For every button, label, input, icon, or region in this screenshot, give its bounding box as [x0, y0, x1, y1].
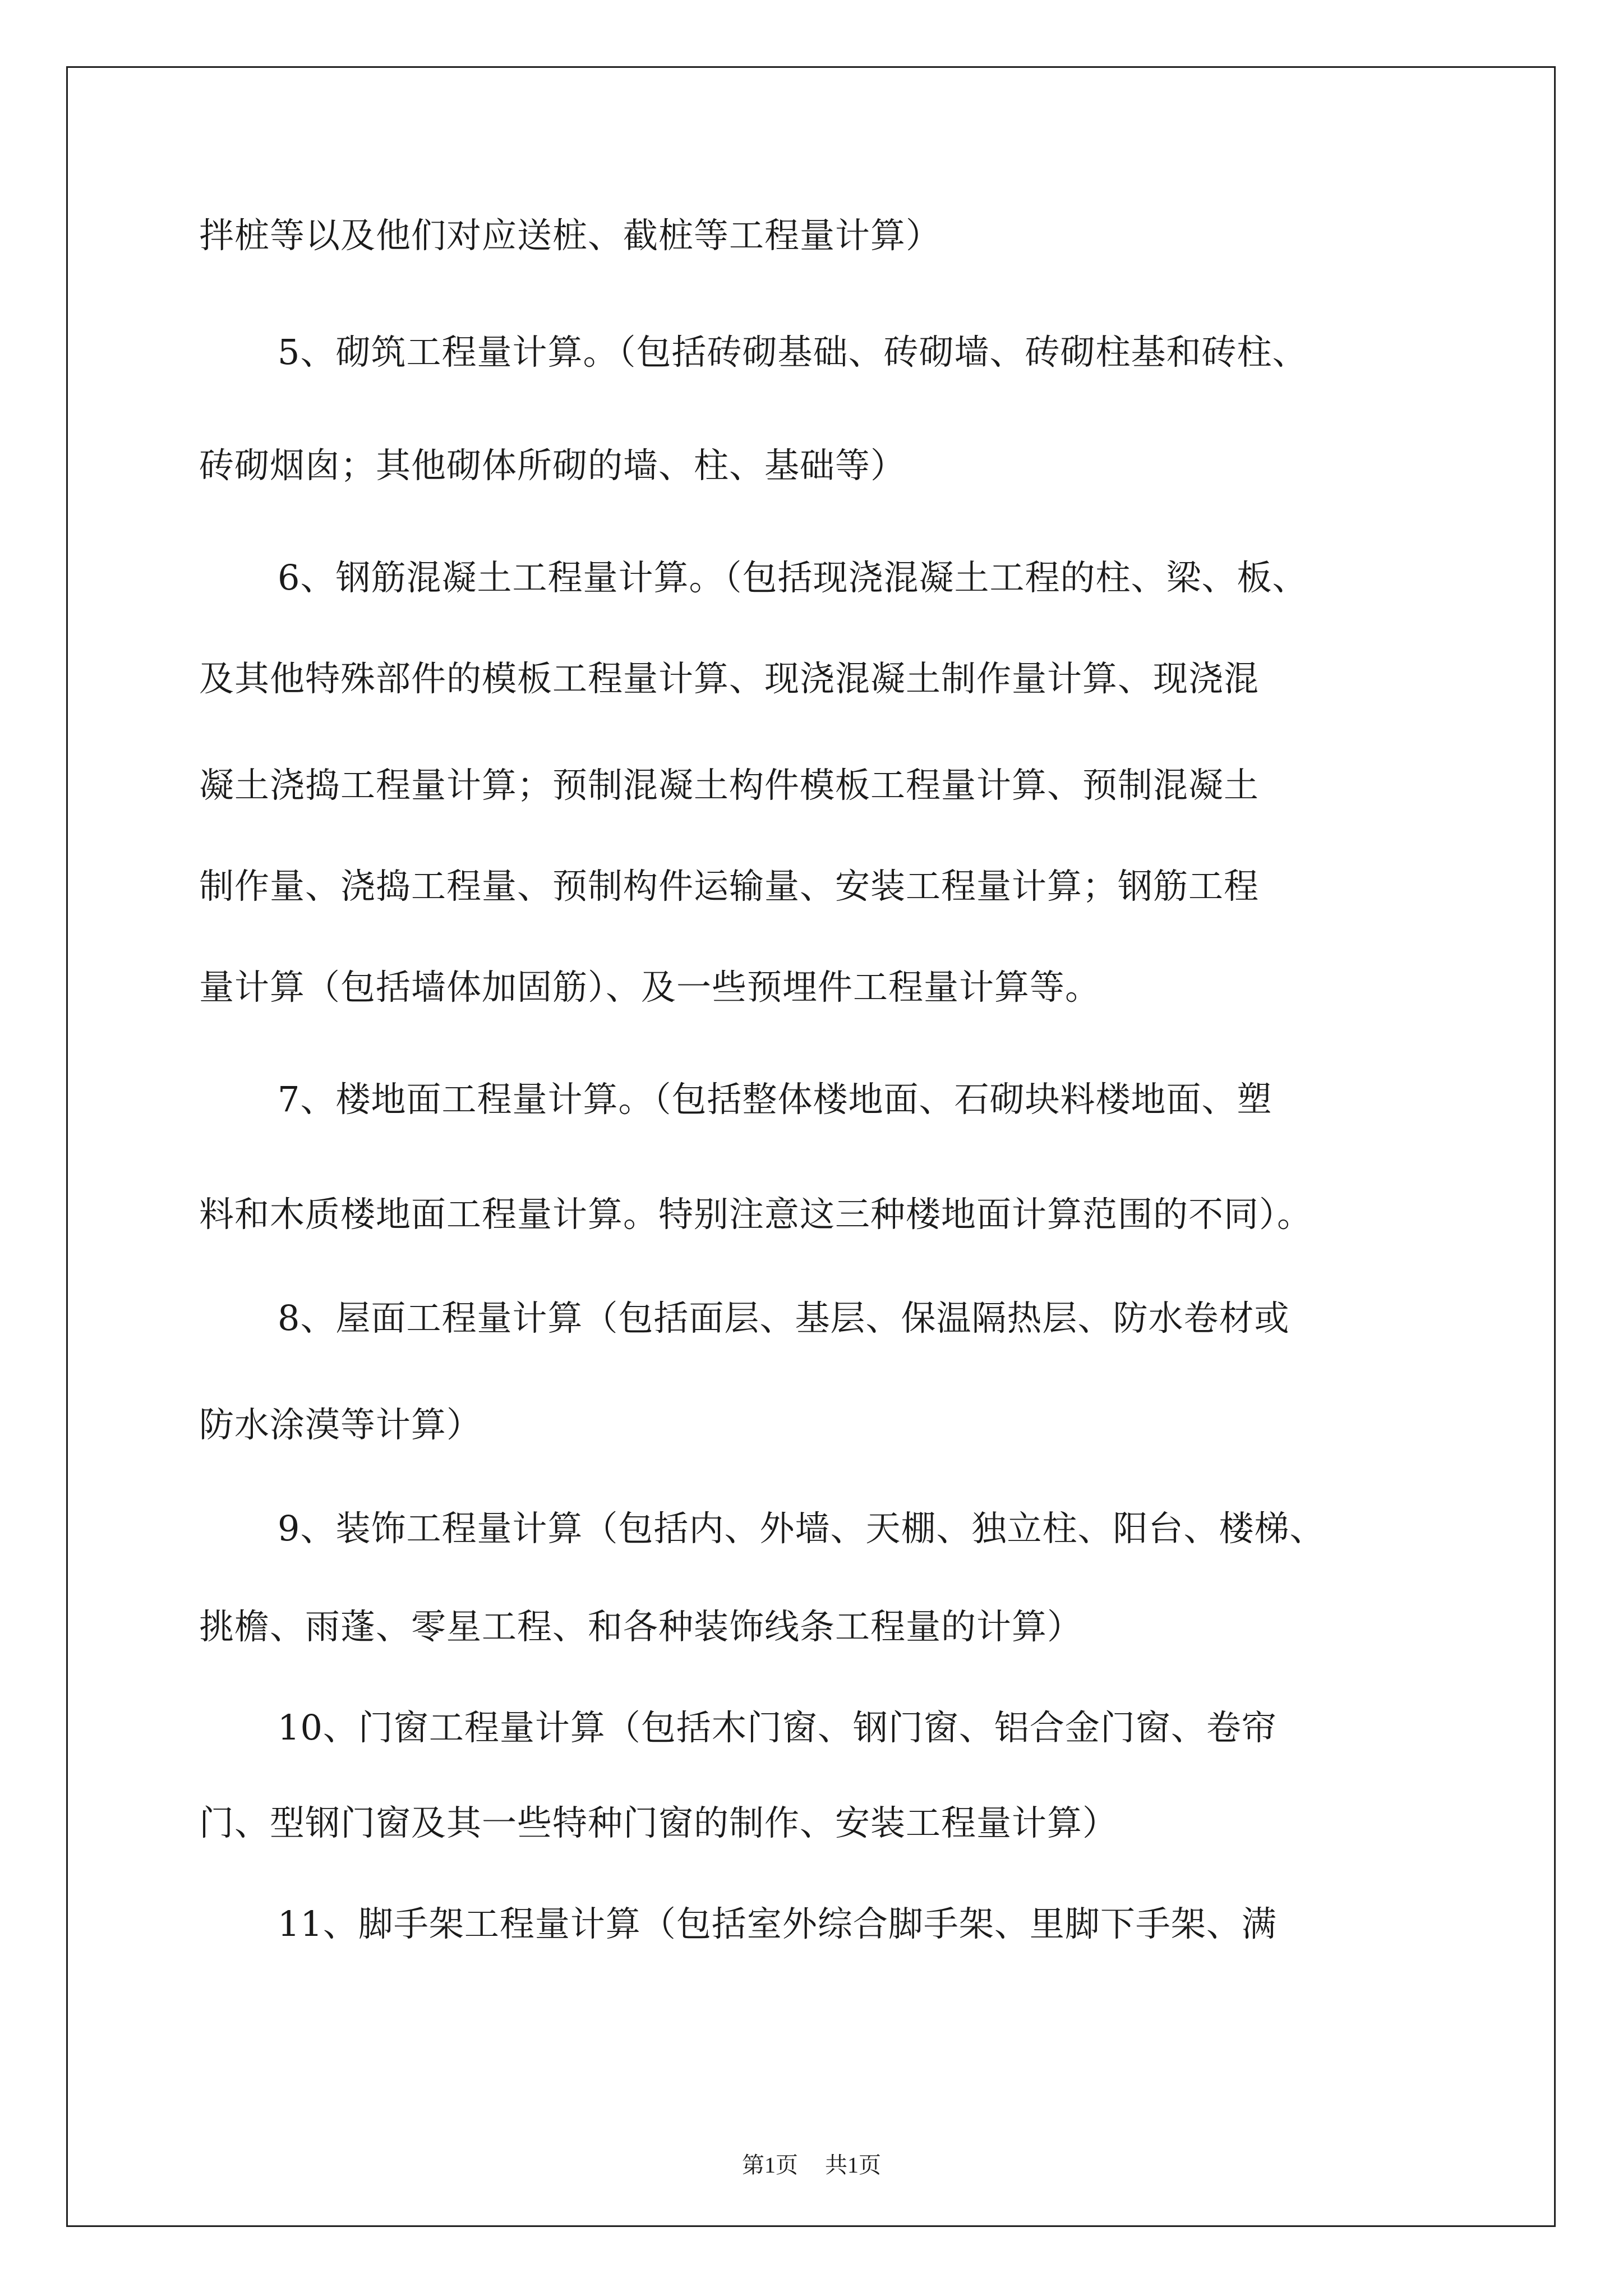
text-line: 5、砌筑工程量计算。（包括砖砌基础、砖砌墙、砖砌柱基和砖柱、	[278, 332, 1308, 372]
text-line: 防水涂漠等计算）	[199, 1404, 482, 1445]
text-line: 制作量、浇捣工程量、预制构件运输量、安装工程量计算；钢筋工程	[199, 866, 1260, 907]
text-line: 8、屋面工程量计算（包括面层、基层、保温隔热层、防水卷材或	[278, 1297, 1290, 1338]
text-line: 凝土浇捣工程量计算；预制混凝土构件模板工程量计算、预制混凝土	[199, 765, 1260, 806]
text-line: 砖砌烟囱；其他砌体所砌的墙、柱、基础等）	[199, 445, 906, 486]
text-line: 11、脚手架工程量计算（包括室外综合脚手架、里脚下手架、满	[278, 1903, 1277, 1944]
text-line: 量计算（包括墙体加固筋）、及一些预埋件工程量计算等。	[199, 967, 1101, 1007]
text-line: 挑檐、雨蓬、零星工程、和各种装饰线条工程量的计算）	[199, 1606, 1083, 1647]
text-line: 拌桩等以及他们对应送桩、截桩等工程量计算）	[199, 215, 942, 256]
text-line: 9、装饰工程量计算（包括内、外墙、天棚、独立柱、阳台、楼梯、	[278, 1508, 1325, 1549]
text-line: 门、型钢门窗及其一些特种门窗的制作、安装工程量计算）	[199, 1802, 1118, 1843]
text-line: 6、钢筋混凝土工程量计算。（包括现浇混凝土工程的柱、梁、板、	[278, 557, 1308, 598]
page-footer	[0, 2151, 1623, 2179]
text-line: 料和木质楼地面工程量计算。特别注意这三种楼地面计算范围的不同）。	[199, 1194, 1313, 1235]
text-line: 7、楼地面工程量计算。（包括整体楼地面、石砌块料楼地面、塑	[278, 1079, 1272, 1120]
page-number-current: 第1页	[742, 2152, 798, 2178]
text-line: 10、门窗工程量计算（包括木门窗、钢门窗、铝合金门窗、卷帘	[278, 1707, 1277, 1748]
text-line: 及其他特殊部件的模板工程量计算、现浇混凝土制作量计算、现浇混	[199, 658, 1260, 699]
page-number-total: 共1页	[825, 2152, 881, 2178]
